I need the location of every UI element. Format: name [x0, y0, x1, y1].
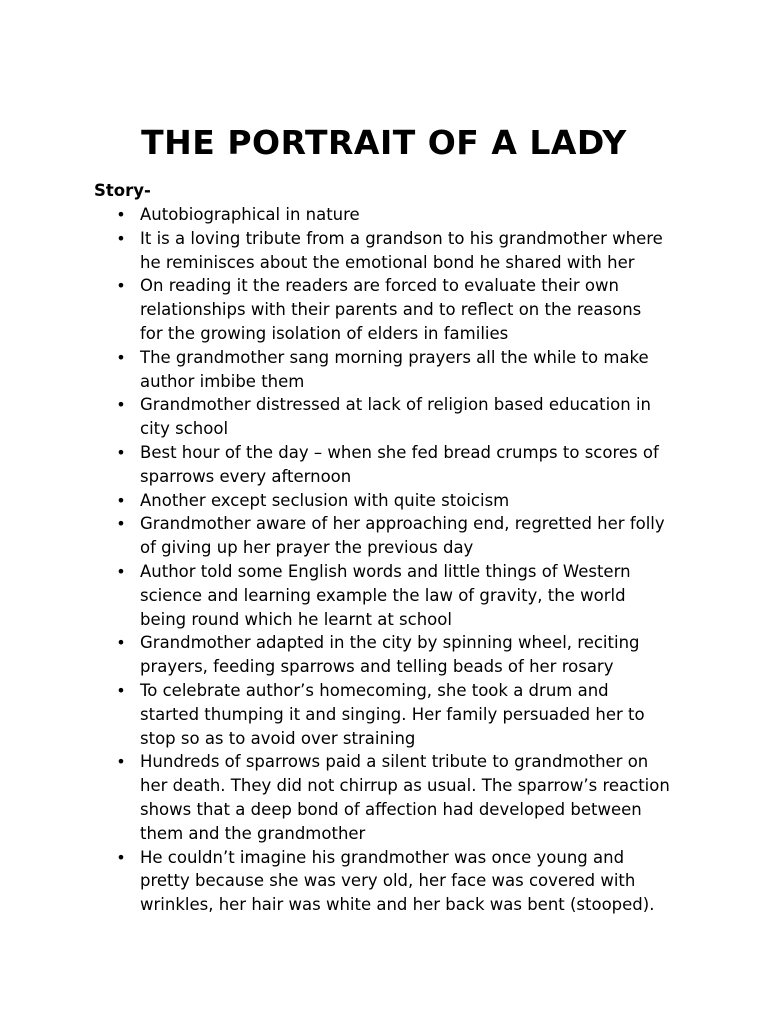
list-item	[0, 560, 680, 631]
list-item-text-line: Best hour of the day – when she fed bread crumps to scores of	[140, 442, 659, 462]
list-item-text-line: city school	[140, 419, 229, 439]
list-item	[0, 441, 680, 489]
list-item-text-line: of giving up her prayer the previous day	[140, 538, 474, 558]
list-item-text-line: author imbibe them	[140, 371, 305, 391]
list-item-text-line: stop so as to avoid over straining	[140, 728, 416, 748]
bullet-icon: •	[116, 395, 126, 415]
list-item	[0, 512, 680, 560]
list-item-text-line: he reminisces about the emotional bond he shared with her	[140, 252, 635, 272]
list-item-text-line: prayers, feeding sparrows and telling beads of her rosary	[140, 657, 614, 677]
list-item-text-line: shows that a deep bond of affection had developed between	[140, 799, 642, 819]
list-item	[0, 346, 680, 394]
list-item-text-line: them and the grandmother	[140, 823, 366, 843]
list-item	[0, 203, 680, 227]
list-item-text-line: Hundreds of sparrows paid a silent tribute to grandmother on	[140, 752, 649, 772]
list-item-text-line: science and learning example the law of gravity, the world	[140, 585, 626, 605]
list-item	[0, 489, 680, 513]
bullet-icon: •	[116, 490, 126, 510]
list-item-text-line: pretty because she was very old, her face was covered with	[140, 871, 636, 891]
list-item-text-line: wrinkles, her hair was white and her back was bent (stooped).	[140, 895, 655, 915]
list-item-text-line: Grandmother aware of her approaching end, regretted her folly	[140, 514, 665, 534]
bullet-icon: •	[116, 205, 126, 224]
document-title: THE PORTRAIT OF A LADY	[141, 123, 627, 162]
list-item-text-line: It is a loving tribute from a grandson to his grandmother where	[140, 228, 663, 248]
bullet-icon: •	[116, 633, 126, 653]
list-item	[0, 227, 680, 275]
bullet-icon: •	[116, 442, 126, 462]
list-item-text-line: being round which he learnt at school	[140, 609, 452, 629]
list-item-text-line: Author told some English words and little things of Western	[140, 561, 631, 581]
bullet-icon: •	[116, 514, 126, 534]
list-item-text-line: Grandmother adapted in the city by spinning wheel, reciting	[140, 633, 640, 653]
bullet-icon: •	[116, 276, 126, 296]
bullet-icon: •	[116, 847, 126, 867]
list-item-text-line: her death. They did not chirrup as usual. The sparrow’s reaction	[140, 776, 670, 796]
list-item-text-line: for the growing isolation of elders in families	[140, 323, 509, 343]
list-item-text-line: He couldn’t imagine his grandmother was once young and	[140, 847, 625, 867]
section-label-story: Story-	[94, 181, 151, 200]
bullet-icon: •	[116, 752, 126, 772]
list-item-text-line: The grandmother sang morning prayers all the while to make	[140, 347, 649, 367]
list-item-text-line: Grandmother distressed at lack of religion based education in	[140, 395, 651, 415]
list-item-text-line: On reading it the readers are forced to evaluate their own	[140, 276, 619, 296]
list-item-text-line: relationships with their parents and to reflect on the reasons	[140, 300, 642, 320]
bullet-icon: •	[116, 347, 126, 367]
list-item-text-line: To celebrate author’s homecoming, she took a drum and	[140, 680, 609, 700]
list-item-text-line: Autobiographical in nature	[140, 205, 360, 224]
bullet-icon: •	[116, 561, 126, 581]
list-item	[0, 393, 680, 441]
list-item	[0, 846, 680, 917]
bullet-icon: •	[116, 680, 126, 700]
list-item	[0, 274, 680, 345]
list-item	[0, 750, 680, 845]
bullet-icon: •	[116, 228, 126, 248]
story-bullet-list	[0, 203, 768, 917]
list-item-text-line: sparrows every afternoon	[140, 466, 352, 486]
list-item-text-line: started thumping it and singing. Her family persuaded her to	[140, 704, 645, 724]
list-item	[0, 631, 680, 679]
list-item-text-line: Another except seclusion with quite stoicism	[140, 490, 510, 510]
list-item	[0, 679, 680, 750]
